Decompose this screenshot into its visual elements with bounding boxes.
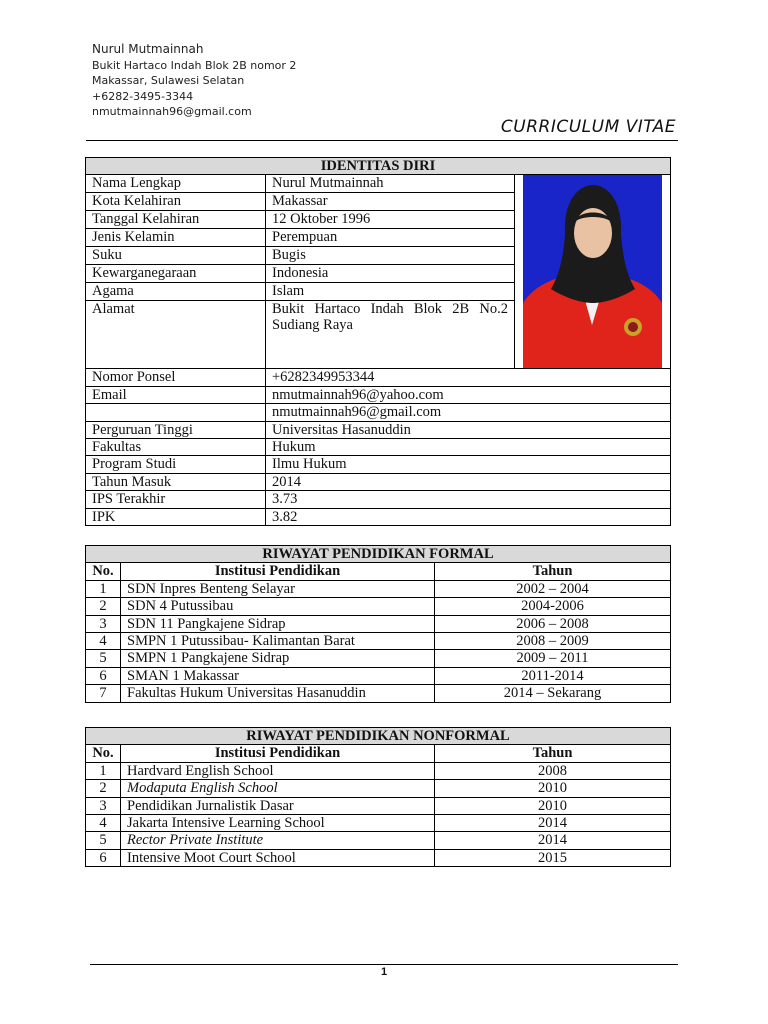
table-row [86, 685, 671, 702]
field-label: Jenis Kelamin [86, 229, 266, 247]
table-row [86, 632, 671, 649]
sender-name: Nurul Mutmainnah [92, 42, 204, 56]
table-row [86, 438, 671, 455]
row-number: 3 [86, 615, 121, 632]
table-row [86, 369, 671, 386]
table-row [86, 849, 671, 866]
institution-cell: SMAN 1 Makassar [121, 667, 435, 684]
column-header-year: Tahun [435, 745, 671, 762]
table-row [86, 404, 671, 421]
institution-cell: SDN 4 Putussibau [121, 598, 435, 615]
field-label: Alamat [86, 300, 266, 369]
field-label [86, 404, 266, 421]
field-value: 3.73 [266, 491, 671, 508]
table-row [86, 814, 671, 831]
year-cell: 2011-2014 [435, 667, 671, 684]
profile-photo [523, 175, 662, 368]
row-number: 5 [86, 832, 121, 849]
year-cell: 2006 – 2008 [435, 615, 671, 632]
table-row [86, 508, 671, 525]
year-cell: 2002 – 2004 [435, 580, 671, 597]
table-row [86, 667, 671, 684]
year-cell: 2014 [435, 814, 671, 831]
field-label: IPK [86, 508, 266, 525]
field-value: 3.82 [266, 508, 671, 525]
year-cell: 2010 [435, 797, 671, 814]
field-label: Tanggal Kelahiran [86, 211, 266, 229]
sender-block [92, 42, 296, 120]
year-cell: 2004-2006 [435, 598, 671, 615]
field-value: Hukum [266, 438, 671, 455]
field-label: Kota Kelahiran [86, 193, 266, 211]
sender-address-line-1: Bukit Hartaco Indah Blok 2B nomor 2 [92, 58, 297, 72]
table-row [86, 473, 671, 490]
formal-education-heading: RIWAYAT PENDIDIKAN FORMAL [86, 546, 671, 563]
nonformal-education-table [85, 727, 671, 867]
title-divider [86, 140, 678, 141]
institution-cell: Modaputa English School [121, 780, 435, 797]
page-number: 1 [380, 966, 388, 978]
field-label: Tahun Masuk [86, 473, 266, 490]
year-cell: 2008 [435, 762, 671, 779]
sender-address-line-2: Makassar, Sulawesi Selatan [92, 74, 245, 87]
column-header-no: No. [86, 745, 121, 762]
table-row [86, 598, 671, 615]
institution-cell: SMPN 1 Pangkajene Sidrap [121, 650, 435, 667]
institution-cell: Hardvard English School [121, 762, 435, 779]
table-row [86, 580, 671, 597]
table-row [86, 780, 671, 797]
year-cell: 2014 [435, 832, 671, 849]
field-value: Nurul Mutmainnah [266, 175, 515, 193]
column-header-year: Tahun [435, 563, 671, 580]
year-cell: 2014 – Sekarang [435, 685, 671, 702]
field-value: 12 Oktober 1996 [266, 211, 515, 229]
table-row [86, 491, 671, 508]
institution-cell: Pendidikan Jurnalistik Dasar [121, 797, 435, 814]
year-cell: 2008 – 2009 [435, 632, 671, 649]
table-row [86, 175, 671, 193]
field-value: +6282349953344 [266, 369, 671, 386]
sender-email: nmutmainnah96@gmail.com [92, 105, 252, 118]
column-header-institution: Institusi Pendidikan [121, 563, 435, 580]
field-label: Kewarganegaraan [86, 264, 266, 282]
field-label: Program Studi [86, 456, 266, 473]
table-header-row [86, 563, 671, 580]
table-row [86, 386, 671, 403]
field-value: Bugis [266, 246, 515, 264]
field-label: Fakultas [86, 438, 266, 455]
institution-cell: Intensive Moot Court School [121, 849, 435, 866]
row-number: 5 [86, 650, 121, 667]
table-row [86, 650, 671, 667]
field-label: Nama Lengkap [86, 175, 266, 193]
field-value: nmutmainnah96@yahoo.com [266, 386, 671, 403]
identity-heading: IDENTITAS DIRI [86, 158, 671, 175]
sender-phone: +6282-3495-3344 [92, 89, 194, 103]
row-number: 3 [86, 797, 121, 814]
column-header-no: No. [86, 563, 121, 580]
row-number: 1 [86, 580, 121, 597]
institution-cell: SDN 11 Pangkajene Sidrap [121, 615, 435, 632]
table-row [86, 762, 671, 779]
footer-divider [90, 964, 678, 965]
year-cell: 2010 [435, 780, 671, 797]
field-value: Makassar [266, 193, 515, 211]
field-value: nmutmainnah96@gmail.com [266, 404, 671, 421]
table-row [86, 797, 671, 814]
field-label: Nomor Ponsel [86, 369, 266, 386]
identity-table [85, 157, 671, 526]
table-row [86, 456, 671, 473]
field-label: Email [86, 386, 266, 403]
photo-cell [515, 175, 671, 369]
table-row [86, 421, 671, 438]
table-row [86, 832, 671, 849]
column-header-institution: Institusi Pendidikan [121, 745, 435, 762]
row-number: 1 [86, 762, 121, 779]
field-value: Perempuan [266, 229, 515, 247]
row-number: 4 [86, 632, 121, 649]
row-number: 4 [86, 814, 121, 831]
year-cell: 2015 [435, 849, 671, 866]
field-value: 2014 [266, 473, 671, 490]
field-label: Suku [86, 246, 266, 264]
field-value: Ilmu Hukum [266, 456, 671, 473]
field-value: Bukit Hartaco Indah Blok 2B No.2 Sudiang Raya [266, 300, 515, 369]
year-cell: 2009 – 2011 [435, 650, 671, 667]
document-title: CURRICULUM VITAE [500, 117, 676, 137]
table-row [86, 615, 671, 632]
field-value: Universitas Hasanuddin [266, 421, 671, 438]
institution-cell: SDN Inpres Benteng Selayar [121, 580, 435, 597]
row-number: 6 [86, 667, 121, 684]
field-value: Indonesia [266, 264, 515, 282]
row-number: 2 [86, 598, 121, 615]
field-label: IPS Terakhir [86, 491, 266, 508]
table-header-row [86, 745, 671, 762]
institution-cell: Rector Private Institute [121, 832, 435, 849]
field-value: Islam [266, 282, 515, 300]
field-label: Agama [86, 282, 266, 300]
field-label: Perguruan Tinggi [86, 421, 266, 438]
row-number: 6 [86, 849, 121, 866]
institution-cell: SMPN 1 Putussibau- Kalimantan Barat [121, 632, 435, 649]
nonformal-education-heading: RIWAYAT PENDIDIKAN NONFORMAL [86, 728, 671, 745]
row-number: 7 [86, 685, 121, 702]
row-number: 2 [86, 780, 121, 797]
institution-cell: Fakultas Hukum Universitas Hasanuddin [121, 685, 435, 702]
formal-education-table [85, 545, 671, 703]
institution-cell: Jakarta Intensive Learning School [121, 814, 435, 831]
